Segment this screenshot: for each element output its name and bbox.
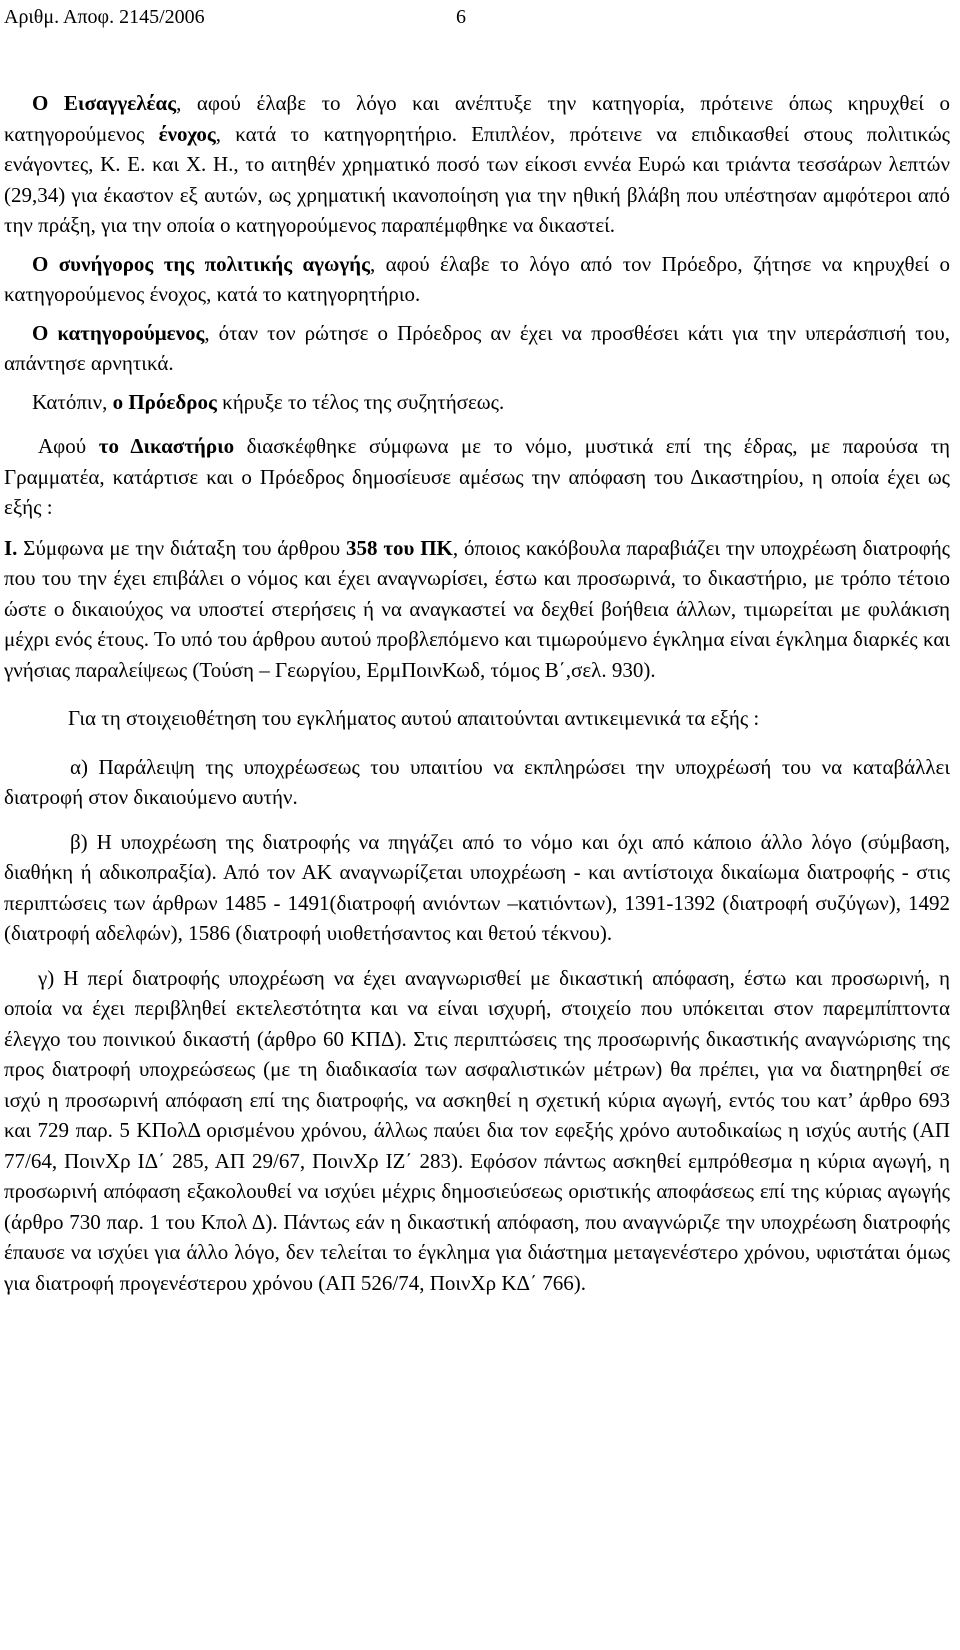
element-a-paragraph: α) Παράλειψη της υποχρέωσεως του υπαιτίου να εκπληρώσει την υποχρέωσή του να καταβάλλει διατροφή στον δικαιούμενο αυτήν. (4, 754, 950, 809)
text: Κατόπιν, (32, 389, 113, 414)
bold-guilty: ένοχος (158, 121, 216, 146)
bold-defendant: Ο κατηγορούμενος (32, 320, 205, 345)
defendant-paragraph (4, 318, 950, 379)
section-i-paragraph (4, 533, 950, 686)
text: , όταν τον ρώτησε ο Πρόεδρος αν έχει να προσθέσει κάτι για την υπεράσπισή του, απάντησε αρνητικά. (4, 320, 951, 375)
bold-court: το Δικαστήριο (98, 434, 235, 458)
text: κήρυξε το τέλος της συζητήσεως. (216, 389, 505, 414)
president-paragraph (4, 387, 950, 418)
text: , αφού έλαβε το λόγο και ανέπτυξε την κατηγορία, πρότεινε όπως κηρυχθεί ο κατηγορούμενος (4, 91, 950, 146)
element-c-paragraph: γ) Η περί διατροφής υποχρέωση να έχει αναγνωρισθεί με δικαστική απόφαση, έστω και προσωρινή, η οποία να έχει περιβληθεί εκτελεστότητα και να είναι ισχυρή, στοιχείο που υπόκειται στον παρεμπίπτοντα έλεγχο του ποινικού δικαστή (άρθρο 60 ΚΠΔ). Στις περιπτώσεις της προσωρινής δικαστικής αναγνώρισης της προς διατροφή υποχρεώσεως (με τη διαδικασία των ασφαλιστικών μέτρων) θα πρέπει, για να διατηρηθεί σε ισχύ η προσωρινή απόφαση επί της διατροφής, να ασκηθεί η σχετική κύρια αγωγή, εντός του κατ’ άρθρο 693 και 729 παρ. 5 ΚΠολΔ ορισμένου χρόνου, άλλως παύει δια τον εφεξής χρόνο αυτοδικαίως η ισχύς αυτής (ΑΠ 77/64, ΠοινΧρ ΙΔ΄ 285, ΑΠ 29/67, ΠοινΧρ ΙΖ΄ 283). Εφόσον πάντως ασκηθεί εμπρόθεσμα η κύρια αγωγή, η προσωρινή απόφαση εξακολουθεί να ισχύει μέχρις δημοσιεύσεως οριστικής αποφάσεως επί της κύριας αγωγής (άρθρο 730 παρ. 1 του Κπολ Δ). Πάντως εάν η δικαστική απόφαση, που αναγνώριζε την υποχρέωση διατροφής έπαυσε να ισχύει για άλλο λόγο, δεν τελείται το έγκλημα για διάστημα μεταγενέστερο χρόνου, υφιστάται όμως για διατροφή προγενέστερου χρόνου (ΑΠ 526/74, ΠοινΧρ ΚΔ΄ 766). (4, 965, 950, 1295)
bold-president: ο Πρόεδρος (112, 389, 217, 414)
bold-prosecutor: Ο Εισαγγελέας (32, 91, 177, 115)
court-paragraph (4, 431, 950, 523)
civil-claim-counsel-paragraph (4, 249, 950, 310)
decision-reference: Αριθμ. Αποφ. 2145/2006 (4, 6, 205, 28)
page-number: 6 (456, 6, 466, 28)
bold-section-i: Ι. (4, 535, 18, 560)
document-body (4, 88, 950, 1298)
text: διασκέφθηκε σύμφωνα με το νόμο, μυστικά επί της έδρας, με παρούσα τη Γραμματέα, κατάρτισε και ο Πρόεδρος δημοσίευσε αμέσως την απόφαση του Δικαστηρίου, η οποία έχει ως εξής : (4, 434, 951, 519)
element-b-paragraph: β) Η υποχρέωση της διατροφής να πηγάζει από το νόμο και όχι από κάποιο άλλο λόγο (σύμβαση, διαθήκη ή αδικοπραξία). Από τον ΑΚ αναγνωρίζεται υποχρέωση - και αντίστοιχα δικαίωμα διατροφής - στις περιπτώσεις των άρθρων 1485 - 1491(διατροφή ανιόντων –κατιόντων), 1391-1392 (διατροφή συζύγων), 1492 (διατροφή αδελφών), 1586 (διατροφή υιοθετήσαντος και θετού τέκνου). (4, 829, 950, 945)
page-header (4, 2, 950, 32)
text: Σύμφωνα με την διάταξη του άρθρου (17, 535, 347, 560)
text: , αφού έλαβε το λόγο από τον Πρόεδρο, ζήτησε να κηρυχθεί ο κατηγορούμενος ένοχος, κατά το κατηγορητήριο. (4, 251, 950, 306)
text: , όποιος κακόβουλα παραβιάζει την υποχρέωση διατροφής που του την έχει επιβάλει ο νόμος και έχει αναγνωρίσει, έστω και προσωρινά, το δικαστήριο, με τρόπο τέτοιο ώστε ο δικαιούχος να υποστεί στερήσεις ή να αναγκαστεί να δεχθεί βοήθεια άλλων, τιμωρείται με φυλάκιση μέχρι ενός έτους. Το υπό του άρθρου αυτού προβλεπόμενο και τιμωρούμενο έγκλημα είναι έγκλημα διαρκές και γνήσιας παραλείψεως (Τούση – Γεωργίου, ΕρμΠοινΚωδ, τόμος Β΄,σελ. 930). (4, 535, 950, 682)
bold-civil-counsel: Ο συνήγορος της πολιτικής αγωγής (32, 251, 370, 276)
text: , κατά το κατηγορητήριο. Επιπλέον, πρότεινε να επιδικασθεί στους πολιτικώς ενάγοντες, Κ. Ε. και Χ. Η., το αιτηθέν χρηματικό ποσό των είκοσι εννέα Ευρώ και τριάντα τεσσάρων λεπτών (29,34) για έκαστον εξ αυτών, ως χρηματική ικανοποίηση για την ηθική βλάβη που υπέστησαν αμφότεροι από την πράξη, για την οποία ο κατηγορούμενος παραπέμφθηκε να δικαστεί. (4, 121, 950, 237)
bold-article-ref: 358 του ΠΚ (346, 535, 453, 560)
elements-intro-paragraph: Για τη στοιχειοθέτηση του εγκλήματος αυτού απαιτούνται αντικειμενικά τα εξής : (68, 706, 760, 730)
text: Αφού (38, 434, 99, 458)
prosecutor-paragraph (4, 88, 950, 241)
